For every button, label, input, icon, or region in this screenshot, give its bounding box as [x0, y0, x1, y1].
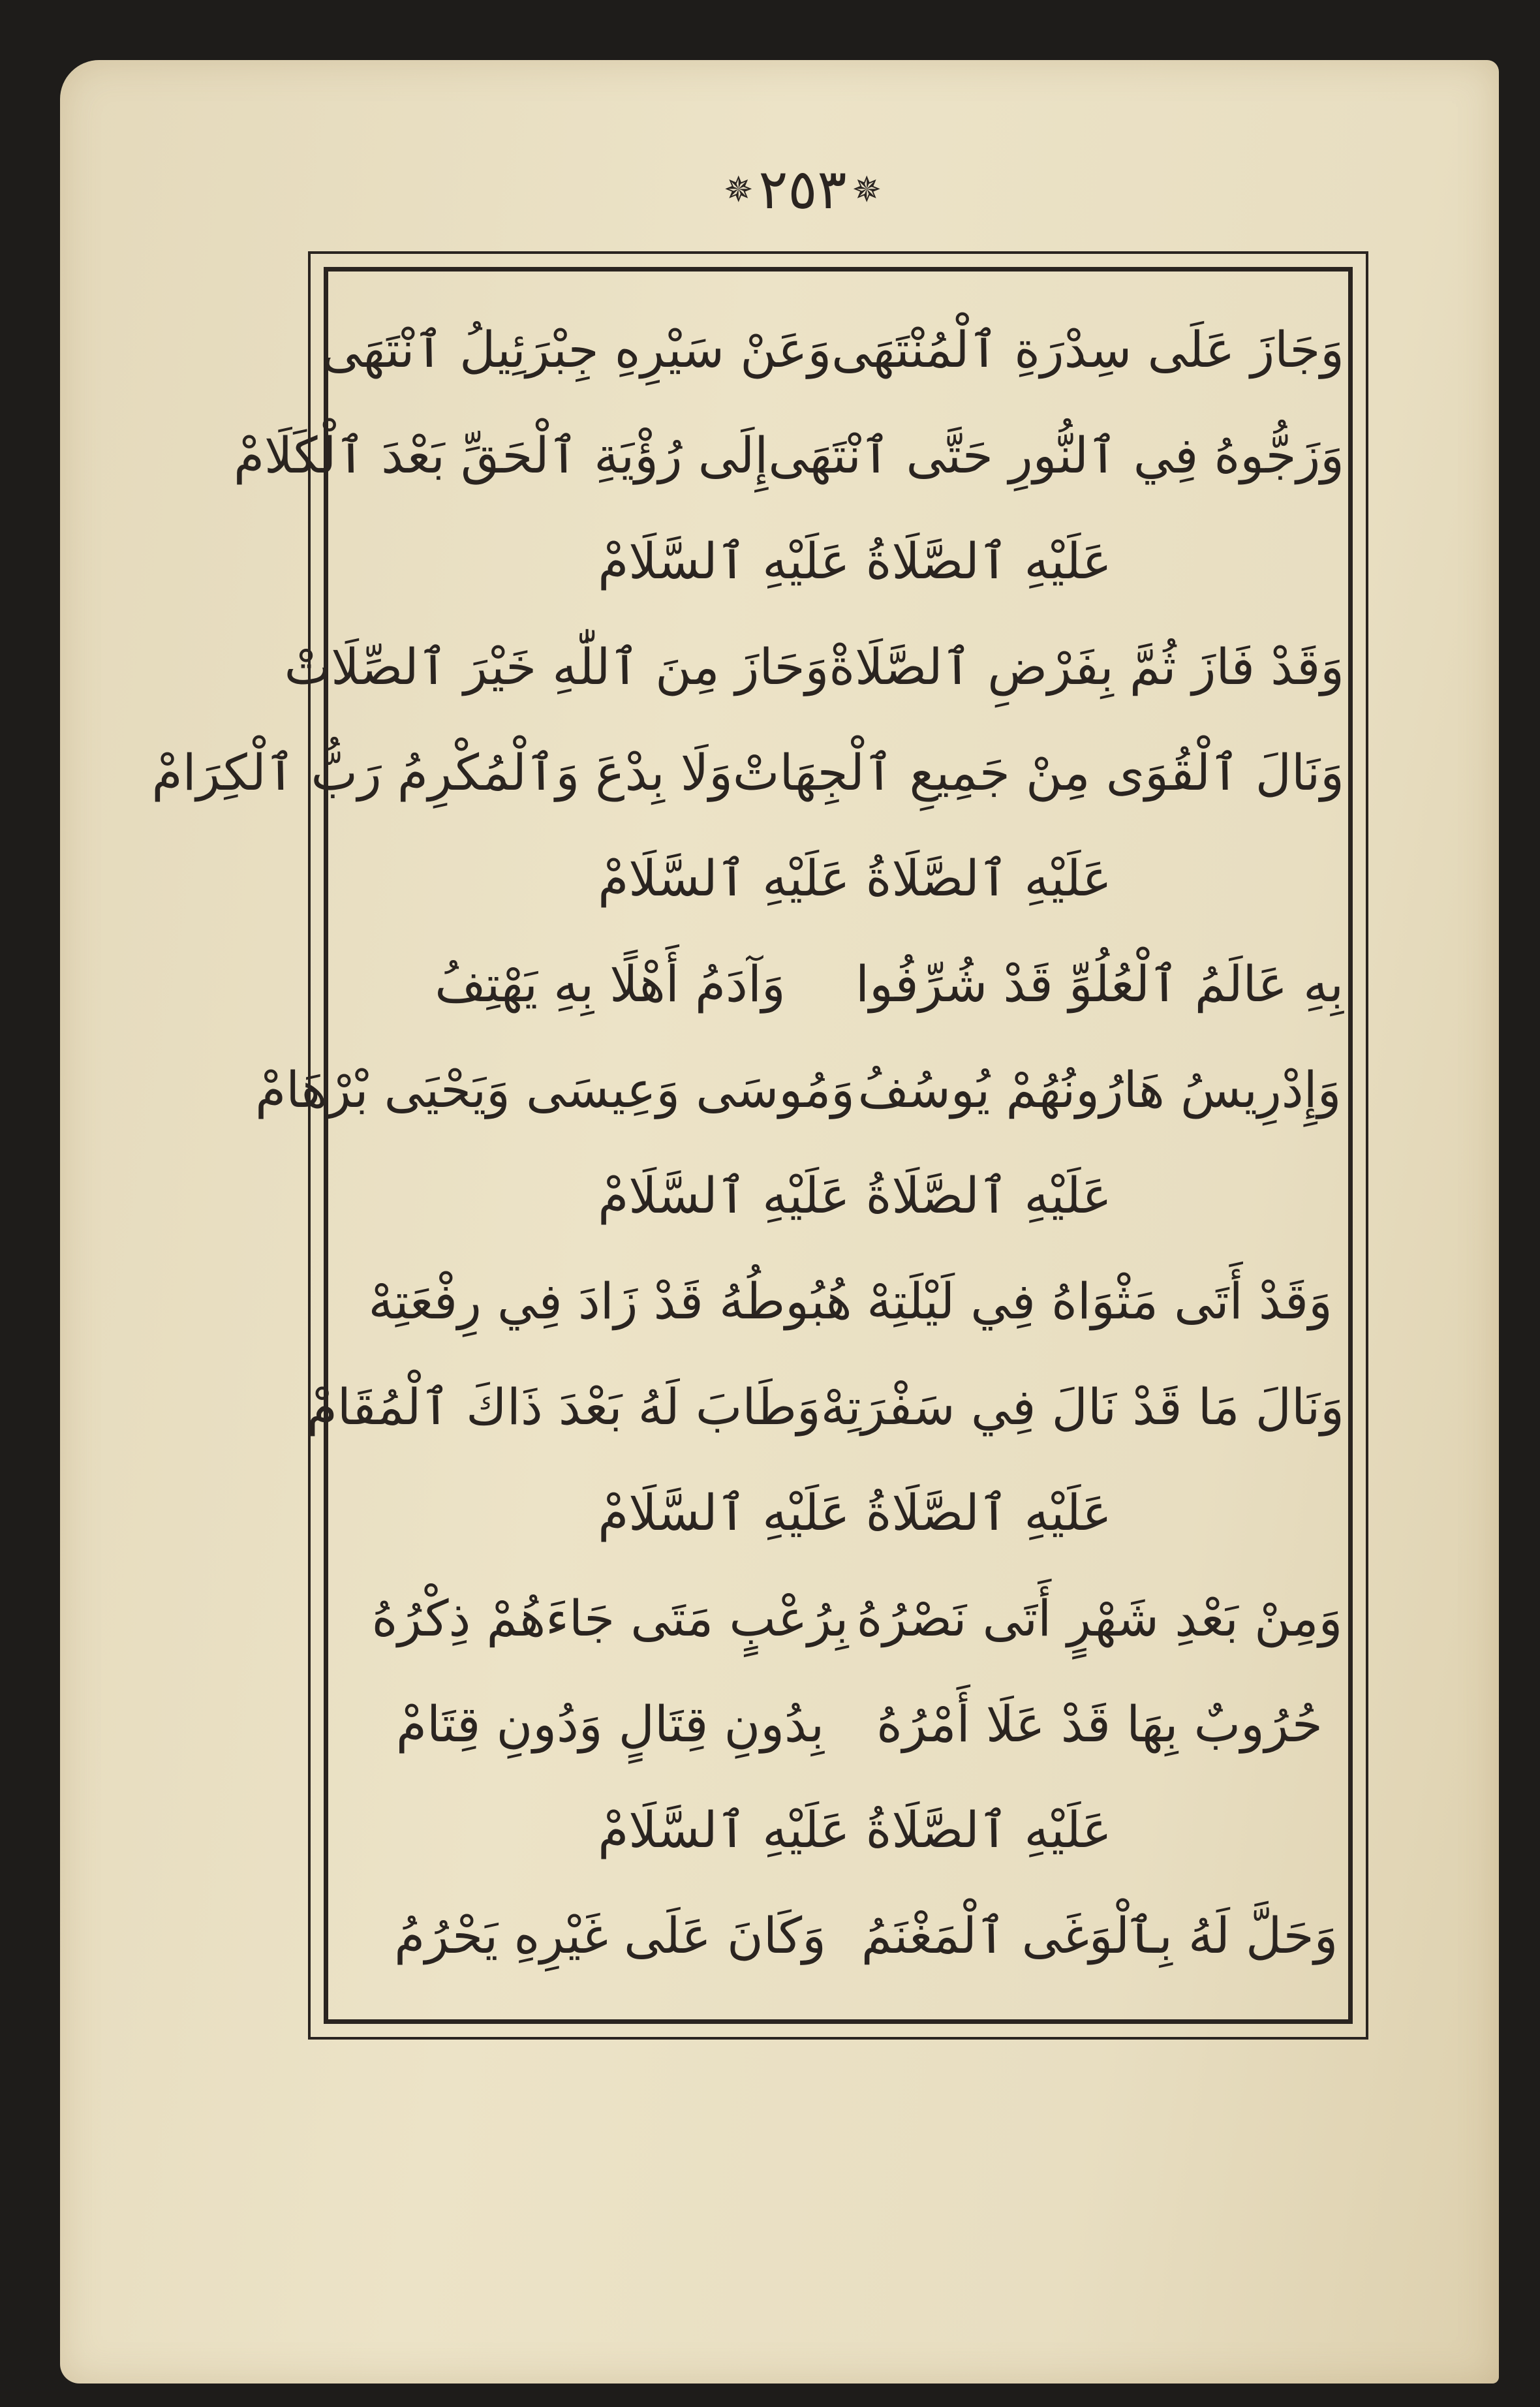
poem-body: [151, 300, 1344, 1997]
verse-line: [365, 1569, 1344, 1667]
second-hemistich: وَمُوسَى وَعِيسَى وَيَحْيَى بْرْهَامْ: [255, 1060, 855, 1119]
first-hemistich: وَنَالَ مَا قَدْ نَالَ فِي سَفْرَتِهْ: [820, 1377, 1344, 1436]
first-hemistich: وَحَلَّ لَهُ بِٱلْوَغَى ٱلْمَغْنَمُ: [861, 1906, 1338, 1964]
page-number: [685, 147, 920, 232]
second-hemistich: وَحَازَ مِنَ ٱللّٰهِ خَيْرَ ٱلصِّلَاتْ: [284, 637, 829, 696]
verse-line: [255, 1040, 1344, 1138]
refrain-text: عَلَيْهِ ٱلصَّلَاةُ عَلَيْهِ ٱلسَّلَامْ: [598, 1800, 1112, 1859]
second-hemistich: وَكَانَ عَلَى غَيْرِهِ يَحْرُمُ: [394, 1906, 826, 1964]
refrain-text: عَلَيْهِ ٱلصَّلَاةُ عَلَيْهِ ٱلسَّلَامْ: [598, 848, 1112, 907]
verse-line: [365, 1886, 1344, 1984]
refrain-line: [365, 1146, 1344, 1244]
verse-line: [365, 935, 1344, 1033]
refrain-line: [365, 1780, 1344, 1878]
first-hemistich: حُرُوبٌ بِهَا قَدْ عَلَا أَمْرُهُ: [876, 1694, 1323, 1753]
star-ornament-icon: ✵: [724, 168, 754, 210]
refrain-line: [365, 829, 1344, 927]
second-hemistich: وَطَابَ لَهُ بَعْدَ ذَاكَ ٱلْمُقَامْ: [306, 1377, 821, 1436]
refrain-text: عَلَيْهِ ٱلصَّلَاةُ عَلَيْهِ ٱلسَّلَامْ: [598, 531, 1112, 590]
star-ornament-icon: ✵: [852, 168, 882, 210]
second-hemistich: وَآدَمُ أَهْلًا بِهِ يَهْتِفُ: [435, 954, 786, 1013]
refrain-text: عَلَيْهِ ٱلصَّلَاةُ عَلَيْهِ ٱلسَّلَامْ: [598, 1166, 1112, 1224]
verse-line: [306, 1358, 1344, 1455]
verse-line: [365, 1675, 1344, 1773]
refrain-line: [365, 512, 1344, 610]
first-hemistich: وَقَدْ أَتَى مَثْوَاهُ فِي لَيْلَتِهْ: [867, 1271, 1332, 1330]
verse-line: [365, 1252, 1344, 1350]
second-hemistich: هُبُوطُهُ قَدْ زَادَ فِي رِفْعَتِهْ: [368, 1271, 852, 1330]
first-hemistich: وَقَدْ فَازَ ثُمَّ بِفَرْضِ ٱلصَّلَاةْ: [829, 637, 1344, 696]
first-hemistich: وَإِدْرِيسُ هَارُونُهُمْ يُوسُفُ: [857, 1060, 1342, 1119]
verse-line: [284, 617, 1344, 715]
first-hemistich: بِهِ عَالَمُ ٱلْعُلُوِّ قَدْ شُرِّفُوا: [855, 954, 1344, 1013]
second-hemistich: وَعَنْ سَيْرِهِ جِبْرَئِيلُ ٱنْتَهَى: [321, 320, 832, 379]
page-number-text: ٢٥٣: [758, 157, 847, 221]
second-hemistich: إِلَى رُؤْيَةِ ٱلْحَقِّ بَعْدَ ٱلْكَلَامْ: [233, 426, 769, 484]
second-hemistich: بِدُونِ قِتَالٍ وَدُونِ قِتَامْ: [395, 1694, 825, 1753]
first-hemistich: وَنَالَ ٱلْقُوَى مِنْ جَمِيعِ ٱلْجِهَاتْ: [732, 743, 1344, 801]
first-hemistich: وَمِنْ بَعْدِ شَهْرٍ أَتَى نَصْرُهُ: [856, 1589, 1343, 1647]
second-hemistich: بِرُعْبٍ مَتَى جَاءَهُمْ ذِكْرُهُ: [371, 1589, 849, 1647]
refrain-line: [365, 1463, 1344, 1561]
first-hemistich: وَجَازَ عَلَى سِدْرَةِ ٱلْمُنْتَهَى: [831, 320, 1344, 379]
refrain-text: عَلَيْهِ ٱلصَّلَاةُ عَلَيْهِ ٱلسَّلَامْ: [598, 1483, 1112, 1542]
verse-line: [321, 300, 1344, 398]
second-hemistich: وَلَا بِدْعَ وَٱلْمُكْرِمُ رَبُّ ٱلْكِرَامْ: [151, 743, 733, 801]
first-hemistich: وَزَجُّوهُ فِي ٱلنُّورِ حَتَّى ٱنْتَهَى: [768, 426, 1344, 484]
verse-line: [151, 723, 1344, 821]
verse-line: [233, 406, 1344, 504]
